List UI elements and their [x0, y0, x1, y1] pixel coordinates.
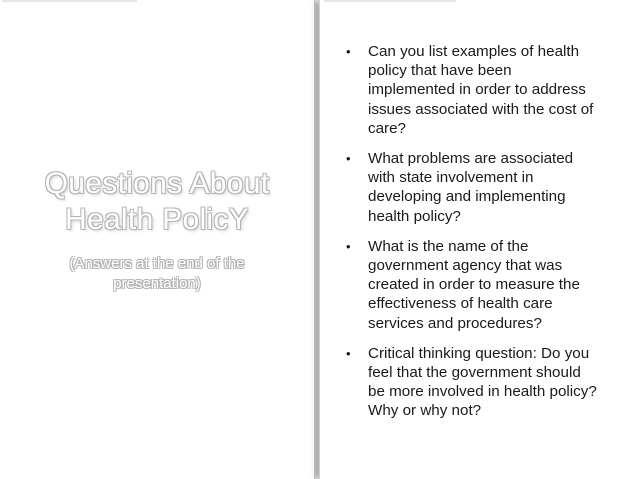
- question-item-3: [341, 237, 611, 333]
- question-1-line-3: implemented in order to address: [368, 81, 586, 99]
- bullet-icon: •: [346, 238, 351, 254]
- question-4-line-2: feel that the government should: [368, 364, 581, 382]
- bullet-icon: •: [346, 151, 351, 167]
- slide-title-line-1: Questions About: [44, 167, 270, 200]
- slide-title: [0, 166, 314, 238]
- question-2-line-3: developing and implementing: [368, 188, 566, 206]
- top-strip-right: [324, 0, 456, 2]
- left-panel: [0, 0, 315, 479]
- question-4-line-3: be more involved in health policy?: [368, 383, 597, 401]
- question-2-line-2: with state involvement in: [368, 169, 534, 187]
- question-1-line-1: Can you list examples of health: [368, 43, 580, 60]
- slide-title-line-2: Health PolicY: [65, 203, 249, 236]
- question-1-line-4: issues associated with the cost of: [368, 100, 594, 118]
- question-item-2: [341, 149, 611, 226]
- question-4-line-1: Critical thinking question: Do you: [368, 344, 590, 362]
- question-2-line-1: What problems are associated: [368, 150, 574, 168]
- question-3-line-5: services and procedures?: [368, 314, 542, 332]
- top-strip-left: [2, 0, 137, 2]
- slide-subtitle: [0, 254, 314, 294]
- question-item-1: [341, 42, 611, 138]
- question-3-line-1: What is the name of the: [368, 237, 529, 255]
- bullet-icon: •: [346, 345, 351, 361]
- question-3-line-2: government agency that was: [368, 257, 563, 275]
- slide-subtitle-line-2: presentation): [113, 275, 201, 292]
- question-3-line-3: created in order to measure the: [368, 276, 580, 294]
- question-list: [341, 42, 611, 432]
- bullet-icon: •: [346, 44, 351, 59]
- question-4-line-4: Why or why not?: [368, 402, 482, 420]
- question-2-line-4: health policy?: [368, 207, 461, 225]
- slide-subtitle-line-1: (Answers at the end of the: [69, 255, 245, 272]
- question-3-line-4: effectiveness of health care: [368, 295, 553, 313]
- question-1-line-5: care?: [368, 119, 406, 137]
- question-item-4: [341, 344, 611, 421]
- question-1-line-2: policy that have been: [368, 62, 512, 80]
